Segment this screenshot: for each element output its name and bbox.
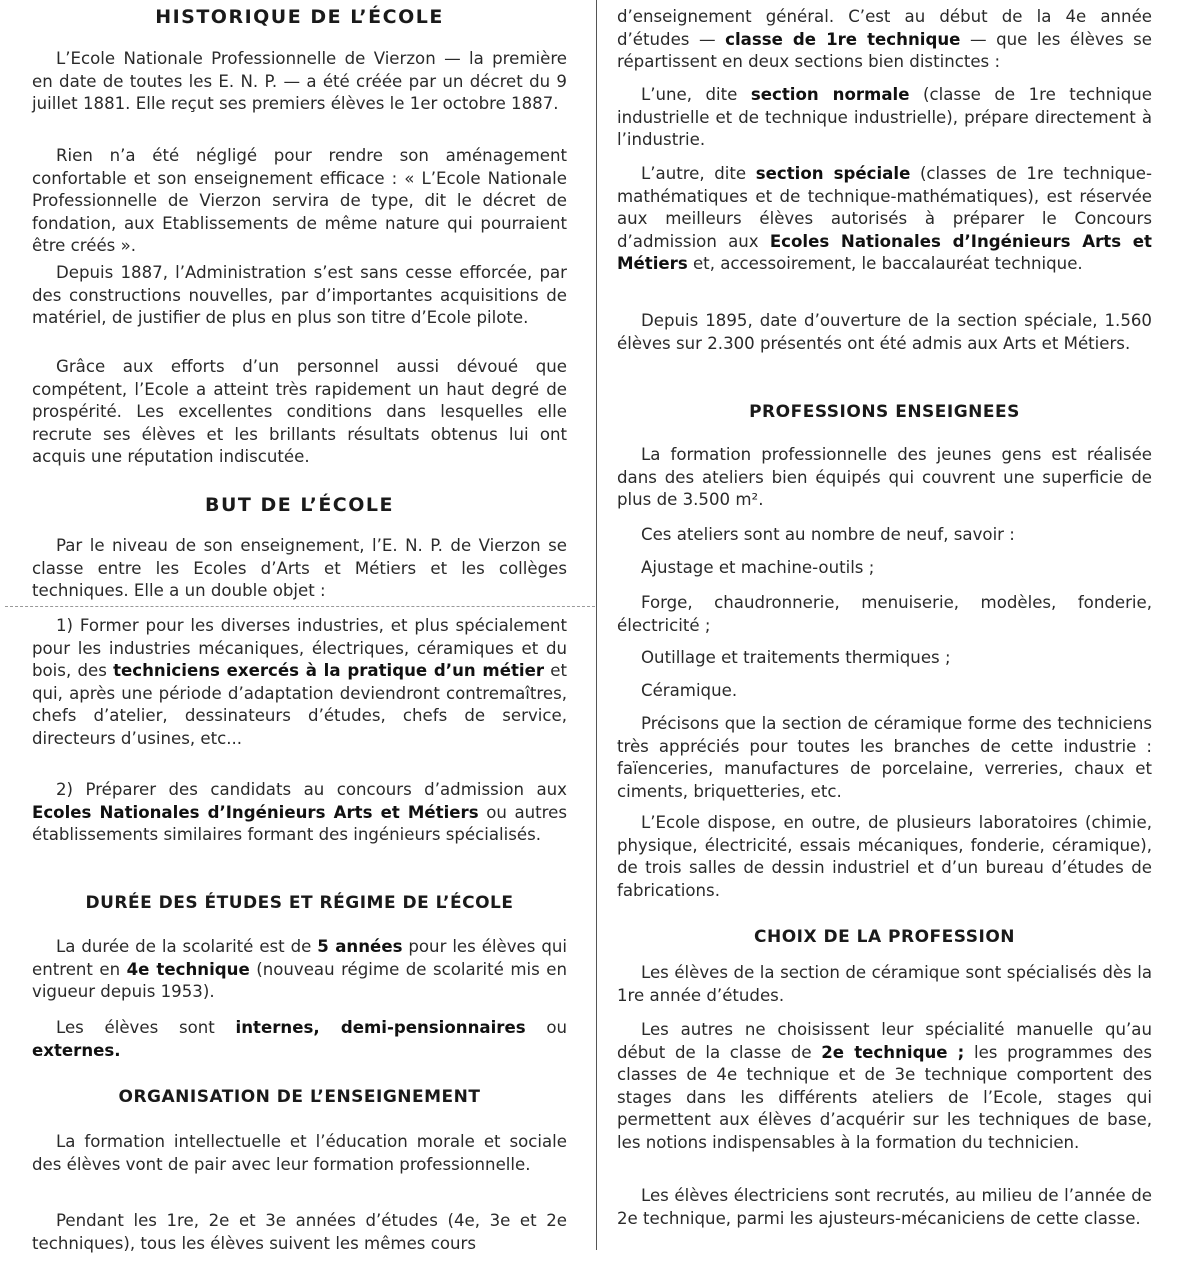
paragraph: 2) Préparer des candidats au concours d’admission aux Ecoles Nationales d’Ingénieurs Arts et Métiers ou autres établissements similaires formant des ingénieurs spécialisés. [32,780,567,844]
paragraph: Précisons que la section de céramique forme des techniciens très appréciés pour toutes les branches de cette industrie : faïenceries, manufactures de porcelaine, verreries, chaux et ciments, briquetteries, etc. [617,714,1152,801]
list-item: Forge, chaudronnerie, menuiserie, modèles, fonderie, électricité ; [617,593,1152,635]
paragraph: Les élèves électriciens sont recrutés, au milieu de l’année de 2e technique, parmi les ajusteurs-mécaniciens de cette classe. [617,1186,1152,1228]
fold-line [5,606,595,608]
paragraph: Ces ateliers sont au nombre de neuf, savoir : [641,525,1015,544]
paragraph: La durée de la scolarité est de 5 années pour les élèves qui entrent en 4e technique (nouveau régime de scolarité mis en vigueur depuis 1953). [32,937,567,1001]
heading-historique: HISTORIQUE DE L’ÉCOLE [155,6,444,28]
list-item: Ajustage et machine-outils ; [641,558,875,577]
paragraph: La formation intellectuelle et l’éducation morale et sociale des élèves vont de pair avec leur formation professionnelle. [32,1132,567,1174]
paragraph: Pendant les 1re, 2e et 3e années d’études (4e, 3e et 2e techniques), tous les élèves suivent les mêmes cours [32,1211,567,1253]
paragraph: Depuis 1887, l’Administration s’est sans cesse efforcée, par des constructions nouvelles, par d’importantes acquisitions de matériel, de justifier de plus en plus son titre d’Ecole pilote. [32,263,567,327]
paragraph: Rien n’a été négligé pour rendre son aménagement confortable et son enseignement efficace : « L’Ecole Nationale Professionnelle de Vierzon servira de type, dit le décret de fondation, aux Etablissements de même nature qui pourraient être créés ». [32,146,567,255]
paragraph: La formation professionnelle des jeunes gens est réalisée dans des ateliers bien équipés qui couvrent une superficie de plus de 3.500 m². [617,445,1152,509]
paragraph: Les autres ne choisissent leur spécialité manuelle qu’au début de la classe de 2e technique ; les programmes des classes de 4e technique et de 3e technique comportent des stages dans les différents ateliers de l’Ecole, stages qui permettent aux élèves d’acquérir sur les techniques de base, les notions indispensables à la formation du technicien. [617,1020,1152,1152]
list-item: Outillage et traitements thermiques ; [641,648,951,667]
heading-professions: PROFESSIONS ENSEIGNEES [749,402,1020,422]
heading-duree: DURÉE DES ÉTUDES ET RÉGIME DE L’ÉCOLE [85,893,514,913]
heading-organisation: ORGANISATION DE L’ENSEIGNEMENT [118,1087,481,1107]
paragraph: d’enseignement général. C’est au début de la 4e année d’études — classe de 1re technique — que les élèves se répartissent en deux sections bien distinctes : [617,7,1153,71]
paragraph: Grâce aux efforts d’un personnel aussi dévoué que compétent, l’Ecole a atteint très rapidement un haut degré de prospérité. Les excellentes conditions dans lesquelles elle recrute ses élèves et les brillants résultats obtenus lui ont acquis une réputation indiscutée. [32,357,567,466]
heading-but: BUT DE L’ÉCOLE [205,494,394,516]
paragraph: L’autre, dite section spéciale (classes de 1re technique-mathématiques et de technique-mathématiques), est réservée aux meilleurs élèves autorisés à préparer le Concours d’admission aux Ecoles Nationales d’Ingénieurs Arts et Métiers et, accessoirement, le baccalauréat technique. [617,164,1152,273]
column-divider [596,0,597,1250]
paragraph: 1) Former pour les diverses industries, et plus spécialement pour les industries mécaniques, électriques, céramiques et du bois, des techniciens exercés à la pratique d’un métier et qui, après une période d’adaptation deviendront contremaîtres, chefs d’atelier, dessinateurs d’études, chefs de service, directeurs d’usines, etc... [32,616,568,748]
paragraph: Les élèves de la section de céramique sont spécialisés dès la 1re année d’études. [617,963,1152,1005]
heading-choix: CHOIX DE LA PROFESSION [753,927,1015,947]
paragraph: L’Ecole Nationale Professionnelle de Vierzon — la première en date de toutes les E. N. P. — a été créée par un décret du 9 juillet 1881. Elle reçut ses premiers élèves le 1er octobre 1887. [32,49,567,113]
paragraph: Par le niveau de son enseignement, l’E. N. P. de Vierzon se classe entre les Ecoles d’Arts et Métiers et les collèges techniques. Elle a un double objet : [32,536,567,600]
paragraph: L’Ecole dispose, en outre, de plusieurs laboratoires (chimie, physique, électricité, essais mécaniques, fonderie, céramique), de trois salles de dessin industriel et d’un bureau d’études de fabrications. [617,813,1152,900]
paragraph: Depuis 1895, date d’ouverture de la section spéciale, 1.560 élèves sur 2.300 présentés ont été admis aux Arts et Métiers. [617,311,1152,353]
paragraph: Les élèves sont internes, demi-pensionnaires ou externes. [32,1018,568,1060]
list-item: Céramique. [641,681,738,700]
paragraph: L’une, dite section normale (classe de 1re technique industrielle et de technique industrielle), prépare directement à l’industrie. [617,85,1153,149]
